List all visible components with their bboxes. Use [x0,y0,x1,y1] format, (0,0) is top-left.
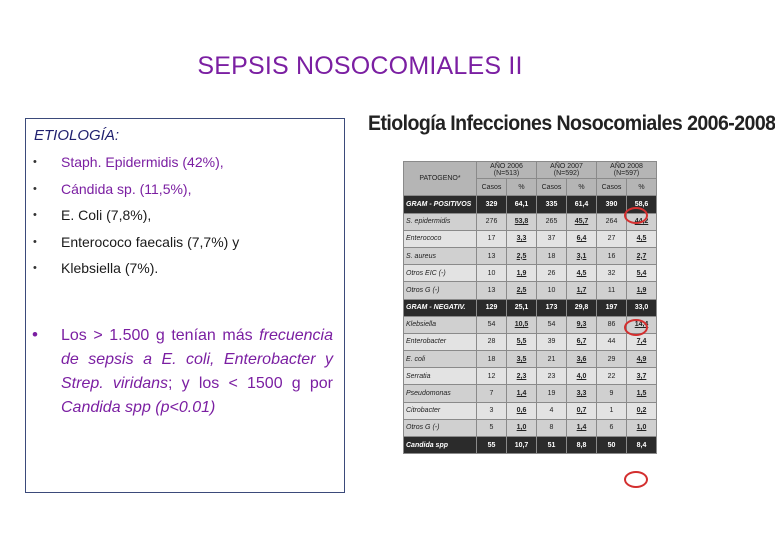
list-item [26,233,344,260]
percent-cell: 2,5 [507,247,537,264]
table-row [404,230,657,247]
cases-cell: 329 [477,196,507,213]
cases-cell: 390 [597,196,627,213]
cases-cell: 5 [477,419,507,436]
table-row [404,333,657,350]
cases-cell: 44 [597,333,627,350]
percent-cell: 33,0 [627,299,657,316]
table-row [404,419,657,436]
etiology-bullet-list [26,153,344,286]
pathogen-name-cell: GRAM - POSITIVOS [404,196,477,213]
percent-cell: 3,5 [507,351,537,368]
cases-cell: 26 [537,265,567,282]
cases-cell: 8 [537,419,567,436]
bullet-dot: • [33,209,37,221]
table-row [404,247,657,264]
cases-cell: 3 [477,402,507,419]
percent-cell: 1,0 [627,419,657,436]
pathogen-name-cell: Otros G (-) [404,282,477,299]
percent-cell: 3,7 [627,368,657,385]
pathogen-name-cell: Otros EIC (-) [404,265,477,282]
section-heading: ETIOLOGÍA: [34,127,120,144]
header-pathogen: PATOGENO* [404,162,477,196]
header-year: AÑO 2008 [610,163,643,171]
table-group-row [404,196,657,213]
header-pct: % [507,179,537,196]
paragraph-text: Los > 1.500 g tenían más [61,327,253,344]
percent-cell: 8,8 [567,437,597,454]
list-item [26,180,344,207]
percent-cell: 4,5 [627,230,657,247]
header-year: AÑO 2006 [490,163,523,171]
header-casos: Casos [597,179,627,196]
cases-cell: 17 [477,230,507,247]
percent-cell: 1,0 [507,419,537,436]
pathogen-name-cell: Enterobacter [404,333,477,350]
percent-cell: 14,4 [627,316,657,333]
cases-cell: 28 [477,333,507,350]
percent-cell: 58,6 [627,196,657,213]
bullet-dot: • [33,235,37,248]
percent-cell: 9,3 [567,316,597,333]
cases-cell: 9 [597,385,627,402]
header-year-2006 [477,162,537,179]
table-group-row [404,299,657,316]
cases-cell: 13 [477,282,507,299]
cases-cell: 29 [597,351,627,368]
percent-cell: 6,7 [567,333,597,350]
cases-cell: 22 [597,368,627,385]
percent-cell: 1,7 [567,282,597,299]
pathogen-name-cell: Otros G (-) [404,419,477,436]
cases-cell: 51 [537,437,567,454]
bullet-text: Staph. Epidermidis (42%), [61,154,224,170]
header-year-2008 [597,162,657,179]
cases-cell: 1 [597,402,627,419]
table-row [404,213,657,230]
header-n: (N=597) [613,170,640,178]
list-item [26,206,344,233]
cases-cell: 19 [537,385,567,402]
cases-cell: 7 [477,385,507,402]
pathogen-name-cell: S. aureus [404,247,477,264]
etiology-table [403,161,657,454]
header-n: (N=592) [553,170,580,178]
header-year: AÑO 2007 [550,163,583,171]
paragraph-text: y [315,351,334,368]
cases-cell: 18 [477,351,507,368]
percent-cell: 64,1 [507,196,537,213]
percent-cell: 4,0 [567,368,597,385]
percent-cell: 3,3 [507,230,537,247]
percent-cell: 0,2 [627,402,657,419]
percent-cell: 45,7 [567,213,597,230]
cases-cell: 173 [537,299,567,316]
bullet-text: E. Coli (7,8%), [61,207,152,223]
etiology-table-figure [403,161,656,489]
cases-cell: 86 [597,316,627,333]
pathogen-name-cell: Pseudomonas [404,385,477,402]
paragraph-text: ; y los < 1500 g por [168,375,334,392]
cases-cell: 32 [597,265,627,282]
table-row [404,282,657,299]
paragraph-organism: E. coli, Enterobacter [161,351,316,368]
percent-cell: 0,7 [567,402,597,419]
table-row [404,385,657,402]
pathogen-name-cell: GRAM - NEGATIV. [404,299,477,316]
cases-cell: 18 [537,247,567,264]
cases-cell: 10 [477,265,507,282]
percent-cell: 1,4 [507,385,537,402]
table-group-row [404,437,657,454]
bullet-dot: • [33,156,37,168]
percent-cell: 2,7 [627,247,657,264]
percent-cell: 3,6 [567,351,597,368]
paragraph-text: Candida spp (p<0.01) [61,399,216,416]
cases-cell: 54 [537,316,567,333]
percent-cell: 44,2 [627,213,657,230]
bullet-dot: • [33,262,37,274]
pathogen-name-cell: Enterococo [404,230,477,247]
bullet-text: Klebsiella (7%). [61,260,159,276]
percent-cell: 2,3 [507,368,537,385]
percent-cell: 0,6 [507,402,537,419]
table-row [404,368,657,385]
cases-cell: 12 [477,368,507,385]
cases-cell: 4 [537,402,567,419]
table-row [404,351,657,368]
cases-cell: 55 [477,437,507,454]
cases-cell: 54 [477,316,507,333]
table-figure-title: Etiología Infecciones Nosocomiales 2006-2008 [368,112,775,135]
cases-cell: 265 [537,213,567,230]
percent-cell: 29,8 [567,299,597,316]
weight-paragraph [61,324,333,420]
cases-cell: 39 [537,333,567,350]
cases-cell: 27 [597,230,627,247]
header-casos: Casos [477,179,507,196]
percent-cell: 53,8 [507,213,537,230]
cases-cell: 21 [537,351,567,368]
pathogen-name-cell: Serratia [404,368,477,385]
bullet-text: Enterococo faecalis (7,7%) y [61,233,240,250]
cases-cell: 16 [597,247,627,264]
cases-cell: 10 [537,282,567,299]
percent-cell: 5,4 [627,265,657,282]
percent-cell: 7,4 [627,333,657,350]
percent-cell: 6,4 [567,230,597,247]
header-year-2007 [537,162,597,179]
cases-cell: 129 [477,299,507,316]
table-row [404,265,657,282]
bullet-text: Cándida sp. (11,5%), [61,180,192,197]
percent-cell: 1,5 [627,385,657,402]
percent-cell: 5,5 [507,333,537,350]
paragraph-text: frecuencia de sepsis a [61,327,333,368]
cases-cell: 197 [597,299,627,316]
header-pct: % [567,179,597,196]
percent-cell: 8,4 [627,437,657,454]
cases-cell: 50 [597,437,627,454]
cases-cell: 23 [537,368,567,385]
etiology-text-box [25,118,345,493]
highlight-circle-candida [624,471,648,488]
cases-cell: 11 [597,282,627,299]
percent-cell: 1,9 [507,265,537,282]
pathogen-name-cell: Candida spp [404,437,477,454]
highlight-circle-gram-negative [624,319,648,336]
table-row [404,402,657,419]
percent-cell: 3,1 [567,247,597,264]
cases-cell: 276 [477,213,507,230]
pathogen-name-cell: Klebsiella [404,316,477,333]
cases-cell: 264 [597,213,627,230]
paragraph-bullet-dot: • [32,325,38,344]
bullet-dot: • [33,182,37,195]
percent-cell: 1,4 [567,419,597,436]
cases-cell: 37 [537,230,567,247]
paragraph-organism: Strep. viridans [61,375,169,392]
percent-cell: 10,7 [507,437,537,454]
pathogen-name-cell: E. coli [404,351,477,368]
slide-title: SEPSIS NOSOCOMIALES II [197,52,523,80]
highlight-circle-gram-positive [624,207,648,224]
pathogen-name-cell: Citrobacter [404,402,477,419]
cases-cell: 13 [477,247,507,264]
percent-cell: 10,5 [507,316,537,333]
percent-cell: 4,9 [627,351,657,368]
header-casos: Casos [537,179,567,196]
header-pct: % [627,179,657,196]
percent-cell: 4,5 [567,265,597,282]
table-header-row [404,162,657,179]
percent-cell: 1,9 [627,282,657,299]
percent-cell: 3,3 [567,385,597,402]
table-body [404,196,657,454]
percent-cell: 2,5 [507,282,537,299]
cases-cell: 6 [597,419,627,436]
table-row [404,316,657,333]
header-n: (N=513) [493,170,520,178]
cases-cell: 335 [537,196,567,213]
list-item [26,153,344,180]
percent-cell: 61,4 [567,196,597,213]
pathogen-name-cell: S. epidermidis [404,213,477,230]
list-item [26,259,344,286]
percent-cell: 25,1 [507,299,537,316]
